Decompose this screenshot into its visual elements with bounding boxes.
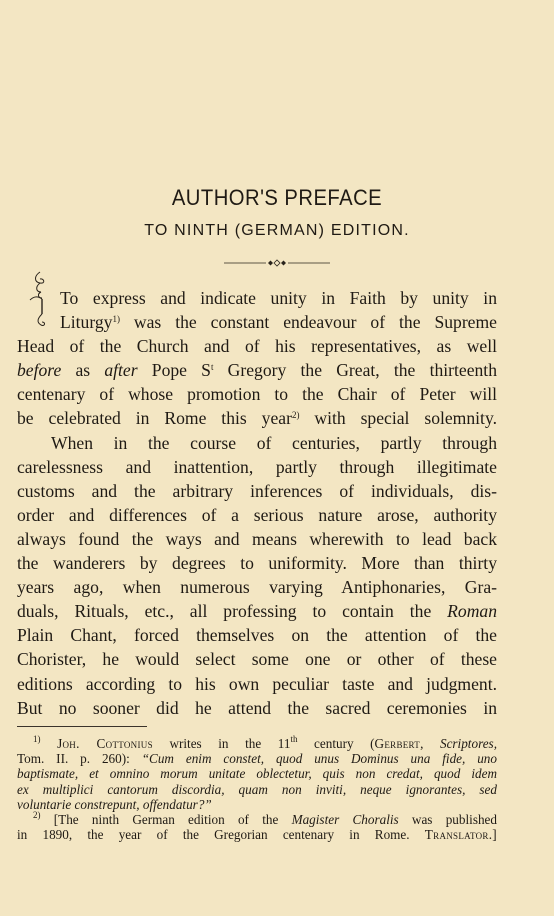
text-line: always found the ways and means wherewith to lead back: [17, 528, 497, 549]
text-line: order and differences of a serious nature arose, authority: [17, 504, 497, 525]
page-subtitle: TO NINTH (GERMAN) EDITION.: [144, 222, 410, 239]
footnote-ref[interactable]: 2): [291, 410, 300, 421]
text-line: Chorister, he would select some one or other of these: [17, 649, 497, 670]
footnote-line: baptismate, et omnino morum unitate oblectetur, quis non credat, quod idem: [17, 766, 497, 782]
text-line: editions according to his own peculiar taste and judgment.: [17, 673, 497, 694]
footnote-2: $^{2)}$ [The ninth German edition of the Magister Choralis was published: [33, 810, 497, 828]
text-line: Liturgy$^{1)}$ was the constant endeavour of the Supreme: [60, 312, 497, 333]
text-line: duals, Rituals, etc., all professing to contain the Roman: [17, 601, 497, 622]
text-line: years ago, when numerous varying Antiphonaries, Gra-: [17, 577, 497, 598]
footnote-rule: [17, 726, 147, 727]
text-line: before as after Pope $S^t$ Gregory the Great, the thirteenth: [17, 360, 497, 381]
footnote-line: voluntarie constrepunt, offendatur?”: [17, 796, 212, 812]
text-line: centenary of whose promotion to the Chair of Peter will: [17, 384, 497, 405]
text-line: But no sooner did he attend the sacred ceremonies in: [17, 697, 497, 718]
footnotes: [17, 736, 497, 842]
text-line: customs and the arbitrary inferences of individuals, dis-: [17, 480, 497, 501]
text-line: the wanderers by degrees to uniformity. More than thirty: [17, 553, 497, 574]
dropcap: T: [60, 288, 70, 308]
text-line: carelessness and inattention, partly through illegitimate: [17, 456, 497, 477]
page-title: AUTHOR'S PREFACE: [171, 185, 383, 210]
divider-ornament-icon: [222, 258, 332, 268]
text-line: be celebrated in Rome this year$^{2)}$ with special solemnity.: [17, 408, 497, 429]
footnote-line: in 1890, the year of the Gregorian centenary in Rome. Translator.]: [17, 827, 497, 843]
preface-body: [17, 286, 497, 720]
footnote-ref[interactable]: 1): [112, 314, 120, 325]
footnote-1: $^{1)}$ Joh. Cottonius writes in the 11th century (Gerbert, Scriptores,: [33, 734, 497, 751]
text-line: To express and indicate unity in Faith by unity in: [60, 288, 497, 308]
footnote-line: ex multiplici cantorum discordia, quam non inviti, neque ignorantes, sed: [17, 781, 497, 797]
footnote-line: Tom. II. p. 260): “Cum enim constet, quod unus Dominus una fide, uno: [17, 751, 497, 767]
text-line: Plain Chant, forced themselves on the attention of the: [17, 625, 497, 646]
text-line: Head of the Church and of his representatives, as well: [17, 336, 497, 357]
text-line: When in the course of centuries, partly through: [51, 432, 497, 453]
